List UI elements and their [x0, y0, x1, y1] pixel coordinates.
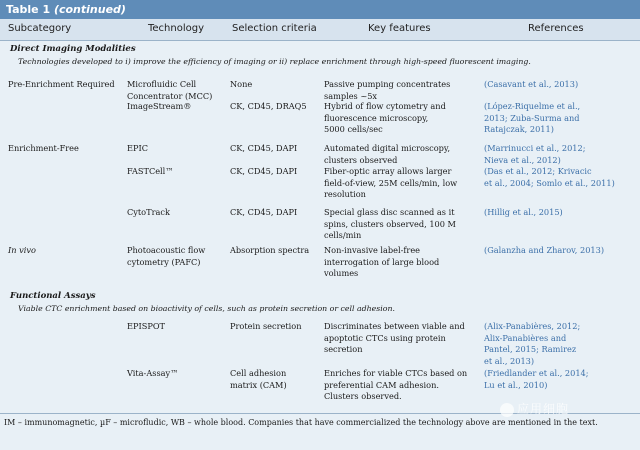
row-7-feat: [324, 368, 467, 403]
row-3-feat-line-2: resolution: [324, 189, 366, 200]
row-0-feat-line-0: Passive pumping concentrates: [324, 79, 451, 89]
row-3-ref: [484, 166, 615, 189]
row-1-tech: [127, 101, 191, 113]
watermark-logo-icon: [500, 403, 514, 417]
row-5-ref-line-0: (Galanzha and Zharov, 2013): [484, 245, 605, 255]
row-5-sel-line-0: Absorption spectra: [230, 245, 310, 255]
row-7-sel-line-0: Cell adhesion: [230, 368, 287, 378]
section-title-direct-imaging: Direct Imaging Modalities: [10, 44, 136, 54]
row-1-ref-line-0: (López-Riquelme et al.,: [484, 101, 581, 111]
watermark-text: 应用细胞: [517, 402, 570, 416]
header-subcategory: Subcategory: [8, 23, 72, 34]
row-2-feat-line-1: clusters observed: [324, 154, 398, 165]
row-1-ref-line-2: Ratajczak, 2011): [484, 124, 554, 135]
row-4-feat-line-0: Special glass disc scanned as it: [324, 207, 455, 217]
row-2-sel: [230, 143, 297, 155]
row-6-feat-line-1: apoptotic CTCs using protein: [324, 332, 446, 343]
row-5-tech-line-0: Photoacoustic flow: [127, 245, 206, 255]
row-2-ref: [484, 143, 585, 166]
row-7-feat-line-2: Clusters observed.: [324, 391, 402, 402]
row-6-feat-line-0: Discriminates between viable and: [324, 321, 465, 331]
table-title-continued: (continued): [53, 3, 126, 16]
row-4-feat-line-1: spins, clusters observed, 100 M: [324, 218, 456, 229]
row-0-tech: [127, 79, 212, 102]
row-6-sel: [230, 321, 302, 333]
row-1-feat: [324, 101, 446, 136]
table-footnote: IM – immunomagnetic, µF – microfludic, WB – whole blood. Companies that have commercialized the technology above are mentioned in the text.: [4, 418, 598, 427]
row-6-feat-line-2: secretion: [324, 344, 363, 355]
row-0-tech-line-0: Microfluidic Cell: [127, 79, 197, 89]
header-selection-criteria: Selection criteria: [232, 23, 317, 34]
row-4-tech: [127, 207, 170, 219]
row-0-feat-line-1: samples ~5x: [324, 90, 378, 101]
row-4-feat: [324, 207, 456, 242]
row-6-feat: [324, 321, 465, 356]
row-4-ref-line-0: (Hillig et al., 2015): [484, 207, 563, 217]
row-5-tech-line-1: cytometry (PAFC): [127, 256, 201, 267]
section-title-functional-assays: Functional Assays: [10, 291, 96, 301]
row-7-tech-line-0: Vita-Assay™: [127, 368, 179, 378]
row-4-feat-line-2: cells/min: [324, 230, 362, 241]
row-4-tech-line-0: CytoTrack: [127, 207, 170, 217]
row-7-sel-line-1: matrix (CAM): [230, 379, 287, 390]
row-1-ref-line-1: 2013; Zuba-Surma and: [484, 112, 580, 123]
row-5-feat-line-0: Non-invasive label-free: [324, 245, 421, 255]
row-1-feat-line-1: fluorescence microscopy,: [324, 112, 429, 123]
row-0-sel-line-0: None: [230, 79, 253, 89]
row-1-feat-line-0: Hybrid of flow cytometry and: [324, 101, 446, 111]
row-5-feat-line-2: volumes: [324, 268, 359, 279]
row-2-sub: [8, 143, 79, 155]
row-5-ref: [484, 245, 604, 257]
row-5-feat: [324, 245, 439, 280]
row-1-ref: [484, 101, 580, 136]
row-0-tech-line-1: Concentrator (MCC): [127, 90, 213, 101]
row-3-feat: [324, 166, 457, 201]
row-7-ref: [484, 368, 589, 391]
row-5-feat-line-1: interrogation of large blood: [324, 256, 440, 267]
row-1-tech-line-0: ImageStream®: [127, 101, 192, 111]
section-desc-direct-imaging: Technologies developed to i) improve the efficiency of imaging or ii) replace enrichment through high-speed fluorescent imaging.: [18, 57, 531, 66]
row-3-feat-line-1: field-of-view, 25M cells/min, low: [324, 177, 458, 188]
header-references: References: [528, 23, 584, 34]
row-7-ref-line-1: Lu et al., 2010): [484, 379, 548, 390]
row-2-tech-line-0: EPIC: [127, 143, 148, 153]
row-4-ref: [484, 207, 563, 219]
row-1-sel: [230, 101, 307, 113]
row-3-sel-line-0: CK, CD45, DAPI: [230, 166, 298, 176]
row-0-sel: [230, 79, 252, 91]
row-6-tech: [127, 321, 165, 333]
row-5-sel: [230, 245, 309, 257]
section-desc-functional-assays: Viable CTC enrichment based on bioactivity of cells, such as protein secretion or cell adhesion.: [18, 304, 395, 313]
row-4-sel: [230, 207, 297, 219]
row-0-sub-line-0: Pre-Enrichment Required: [8, 79, 115, 89]
row-6-ref-line-2: Pantel, 2015; Ramirez: [484, 344, 577, 355]
row-2-sub-line-0: Enrichment-Free: [8, 143, 79, 153]
row-6-sel-line-0: Protein secretion: [230, 321, 302, 331]
row-2-tech: [127, 143, 148, 155]
header-technology: Technology: [148, 23, 205, 34]
row-7-sel: [230, 368, 287, 391]
watermark: [500, 400, 569, 417]
row-0-ref-line-0: (Casavant et al., 2013): [484, 79, 579, 89]
row-0-feat: [324, 79, 450, 102]
row-3-feat-line-0: Fiber-optic array allows larger: [324, 166, 452, 176]
row-6-ref: [484, 321, 580, 367]
row-7-feat-line-1: preferential CAM adhesion.: [324, 379, 439, 390]
row-3-ref-line-1: et al., 2004; Somlo et al., 2011): [484, 177, 615, 188]
row-6-tech-line-0: EPISPOT: [127, 321, 166, 331]
row-3-tech: [127, 166, 174, 178]
row-7-feat-line-0: Enriches for viable CTCs based on: [324, 368, 468, 378]
row-7-tech: [127, 368, 178, 380]
row-1-feat-line-2: 5000 cells/sec: [324, 124, 383, 135]
row-7-ref-line-0: (Friedlander et al., 2014;: [484, 368, 589, 378]
row-1-sel-line-0: CK, CD45, DRAQ5: [230, 101, 307, 111]
table-title: [0, 0, 640, 19]
row-6-ref-line-1: Alix-Panabières and: [484, 332, 567, 343]
row-3-tech-line-0: FASTCell™: [127, 166, 174, 176]
row-2-feat: [324, 143, 450, 166]
row-3-sel: [230, 166, 297, 178]
row-3-ref-line-0: (Das et al., 2012; Krivacic: [484, 166, 592, 176]
table-header-row: [0, 19, 640, 41]
row-6-ref-line-3: et al., 2013): [484, 355, 535, 366]
row-2-sel-line-0: CK, CD45, DAPI: [230, 143, 298, 153]
row-5-sub-line-0: In vivo: [8, 245, 36, 255]
row-0-sub: [8, 79, 115, 91]
row-5-tech: [127, 245, 205, 268]
row-0-ref: [484, 79, 578, 91]
table-title-prefix: Table 1: [6, 3, 54, 16]
row-2-ref-line-1: Nieva et al., 2012): [484, 154, 561, 165]
row-5-sub: [8, 245, 36, 257]
row-6-ref-line-0: (Alix-Panabières, 2012;: [484, 321, 581, 331]
row-2-ref-line-0: (Marrinucci et al., 2012;: [484, 143, 586, 153]
row-4-sel-line-0: CK, CD45, DAPI: [230, 207, 298, 217]
header-key-features: Key features: [368, 23, 431, 34]
row-2-feat-line-0: Automated digital microscopy,: [324, 143, 451, 153]
